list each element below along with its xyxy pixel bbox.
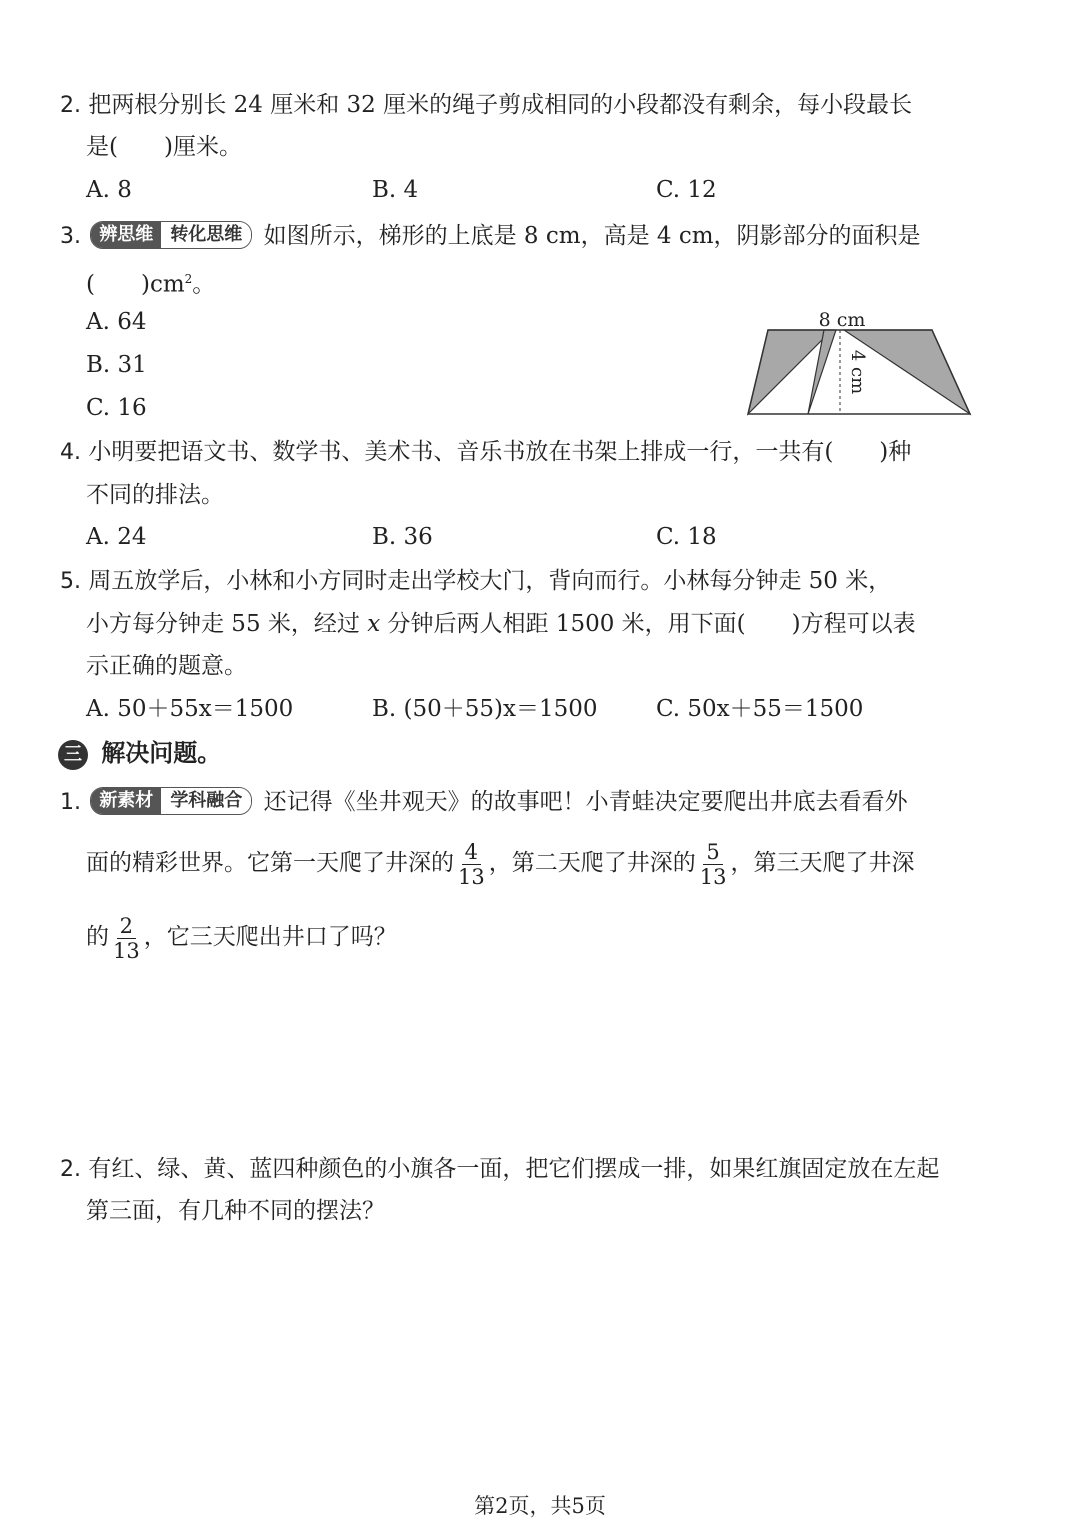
q5-number: 5. (60, 569, 81, 594)
p1-text-line1: 还记得《坐井观天》的故事吧！小青蛙决定要爬出井底去看看外 (263, 789, 908, 815)
q4-option-c[interactable]: C. 18 (656, 524, 717, 550)
top-base-label: 8 cm (818, 309, 866, 331)
q3-number: 3. (60, 224, 81, 249)
p1-fraction-3-num: 2 (117, 914, 136, 939)
section-number-badge: 三 (58, 740, 88, 770)
trapezoid-figure (740, 308, 980, 418)
q3-tag-dark: 辨思维 (91, 222, 161, 248)
q3-tag-light: 转化思维 (161, 222, 251, 248)
q2-option-c[interactable]: C. 12 (656, 177, 717, 203)
p1-fraction-1-num: 4 (462, 840, 481, 865)
q5-line1 (60, 566, 891, 597)
q2-text-line2: 是( )厘米。 (86, 134, 242, 160)
p1-line2 (86, 838, 914, 889)
section-title: 解决问题。 (101, 739, 222, 767)
q2-text-line1: 把两根分别长 24 厘米和 32 厘米的绳子剪成相同的小段都没有剩余，每小段最长 (88, 92, 913, 118)
q3-option-b[interactable]: B. 31 (86, 352, 147, 378)
p1-text-line2c: ，第三天爬了井深 (730, 850, 915, 876)
p1-tag (90, 787, 252, 815)
p1-fraction-1-den: 13 (458, 864, 485, 889)
p1-text-line2a: 面的精彩世界。它第一天爬了井深的 (86, 850, 454, 876)
p2-text-line2: 第三面，有几种不同的摆法？ (86, 1198, 385, 1224)
q2-number: 2. (60, 93, 81, 118)
q2-option-b[interactable]: B. 4 (372, 177, 419, 203)
p1-line3 (86, 912, 397, 963)
q4-text-line2: 不同的排法。 (86, 482, 224, 508)
q5-option-a[interactable]: A. 50＋55x＝1500 (86, 696, 294, 722)
p1-text-line3a: 的 (86, 924, 109, 950)
q3-text-line1: 如图所示，梯形的上底是 8 cm，高是 4 cm，阴影部分的面积是 (263, 223, 921, 249)
page-footer: 第2页，共5页 (474, 1494, 606, 1518)
p1-fraction-2-den: 13 (699, 864, 727, 889)
p1-fraction-2-num: 5 (703, 840, 722, 865)
q4-option-b[interactable]: B. 36 (372, 524, 433, 550)
height-label: 4 cm (847, 349, 868, 395)
p1-fraction-1 (458, 840, 485, 889)
q3-tag (90, 221, 252, 249)
q3-option-a[interactable]: A. 64 (86, 309, 147, 335)
q2-option-a[interactable]: A. 8 (86, 177, 132, 203)
q5-line2 (86, 609, 916, 639)
p2-text-line1: 有红、绿、黄、蓝四种颜色的小旗各一面，把它们摆成一排，如果红旗固定放在左起 (88, 1156, 940, 1182)
p1-fraction-3 (113, 914, 140, 963)
q5-text-line3: 示正确的题意。 (86, 653, 247, 679)
q3-text-line2-end: 。 (192, 271, 216, 298)
p1-line1 (60, 787, 908, 818)
section-header (58, 738, 221, 770)
p1-text-line3b: ，它三天爬出井口了吗？ (143, 924, 397, 950)
p1-fraction-2 (700, 840, 727, 889)
q2-line1 (60, 90, 912, 121)
p1-text-line2b: ，第二天爬了井深的 (488, 850, 696, 876)
q5-option-c[interactable]: C. 50x＋55＝1500 (656, 696, 864, 722)
q5-text-line2-pre: 小方每分钟走 55 米，经过 (86, 611, 360, 637)
p1-tag-dark: 新素材 (91, 788, 161, 814)
q3-line2 (86, 264, 215, 300)
p2-line1 (60, 1154, 939, 1185)
q3-line1 (60, 221, 921, 252)
q4-option-a[interactable]: A. 24 (86, 524, 147, 550)
q3-text-line2: ( )cm (86, 271, 185, 298)
q4-line1 (60, 437, 911, 468)
q4-text-line1: 小明要把语文书、数学书、美术书、音乐书放在书架上排成一行，一共有( )种 (88, 439, 912, 465)
q4-number: 4. (60, 440, 81, 465)
p1-fraction-3-den: 13 (113, 938, 140, 963)
q5-text-line1: 周五放学后，小林和小方同时走出学校大门，背向而行。小林每分钟走 50 米， (88, 568, 892, 594)
q3-superscript: 2 (184, 272, 193, 286)
p1-tag-light: 学科融合 (161, 788, 251, 814)
q5-option-b[interactable]: B. (50＋55)x＝1500 (372, 696, 598, 722)
q3-option-c[interactable]: C. 16 (86, 395, 147, 421)
q5-variable: x (367, 611, 381, 637)
p2-number: 2. (60, 1157, 81, 1182)
q5-text-line2-post: 分钟后两人相距 1500 米，用下面( )方程可以表 (387, 611, 916, 637)
p1-number: 1. (60, 790, 81, 815)
